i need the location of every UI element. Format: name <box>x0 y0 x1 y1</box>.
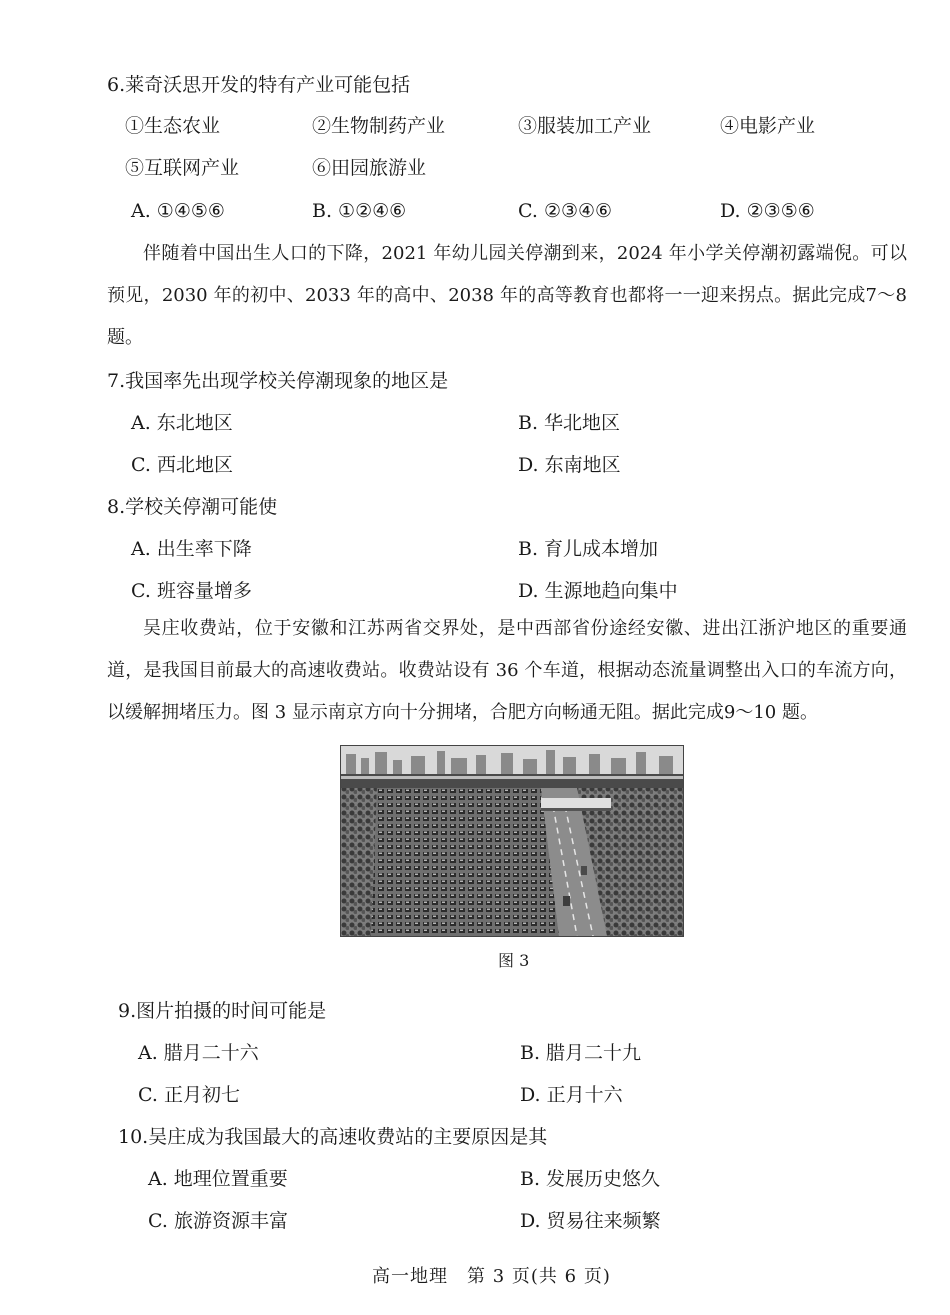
q7-stem: 7.我国率先出现学校关停潮现象的地区是 <box>107 370 449 392</box>
q6-option-b: B. ①②④⑥ <box>312 200 407 222</box>
toll-station-illustration <box>341 746 683 936</box>
q6-item-6: ⑥田园旅游业 <box>312 157 427 179</box>
page-footer: 高一地理 第 3 页(共 6 页) <box>372 1266 611 1287</box>
q10-option-b: B. 发展历史悠久 <box>520 1168 661 1190</box>
q8-option-c: C. 班容量增多 <box>131 580 252 602</box>
q6-item-5: ⑤互联网产业 <box>125 157 240 179</box>
q8-option-d: D. 生源地趋向集中 <box>518 580 678 602</box>
passage-1: 伴随着中国出生人口的下降，2021 年幼儿园关停潮到来，2024 年小学关停潮初露端倪。可以预见，2030 年的初中、2033 年的高中、2038 年的高等教育也都将一一迎来拐点。据此完成7～8 题。 <box>107 243 907 348</box>
q9-option-c: C. 正月初七 <box>138 1084 240 1106</box>
q7-option-b: B. 华北地区 <box>518 412 621 434</box>
q10-option-d: D. 贸易往来频繁 <box>520 1210 661 1232</box>
q8-option-a: A. 出生率下降 <box>131 538 252 560</box>
q6-item-4: ④电影产业 <box>720 115 816 137</box>
toll-station-photo <box>340 745 684 937</box>
q9-option-a: A. 腊月二十六 <box>138 1042 259 1064</box>
q7-option-a: A. 东北地区 <box>131 412 233 434</box>
q9-option-d: D. 正月十六 <box>520 1084 623 1106</box>
q6-item-2: ②生物制药产业 <box>312 115 446 137</box>
q7-option-d: D. 东南地区 <box>518 454 621 476</box>
q6-option-c: C. ②③④⑥ <box>518 200 613 222</box>
passage-2: 吴庄收费站，位于安徽和江苏两省交界处，是中西部省份途经安徽、进出江浙沪地区的重要通道，是我国目前最大的高速收费站。收费站设有 36 个车道，根据动态流量调整出入口的车流方向，以缓解拥堵压力。图 3 显示南京方向十分拥堵，合肥方向畅通无阻。据此完成9～10 题。 <box>107 618 907 723</box>
q10-stem: 10.吴庄成为我国最大的高速收费站的主要原因是其 <box>118 1126 548 1148</box>
q6-item-1: ①生态农业 <box>125 115 221 137</box>
q10-option-c: C. 旅游资源丰富 <box>148 1210 288 1232</box>
q6-option-a: A. ①④⑤⑥ <box>131 200 225 222</box>
q6-stem: 6.莱奇沃思开发的特有产业可能包括 <box>107 74 411 96</box>
q9-option-b: B. 腊月二十九 <box>520 1042 642 1064</box>
q8-stem: 8.学校关停潮可能使 <box>107 496 278 518</box>
q6-option-d: D. ②③⑤⑥ <box>720 200 815 222</box>
q9-stem: 9.图片拍摄的时间可能是 <box>118 1000 327 1022</box>
q7-option-c: C. 西北地区 <box>131 454 233 476</box>
q6-item-3: ③服装加工产业 <box>518 115 652 137</box>
figure-caption: 图 3 <box>498 951 530 970</box>
q10-option-a: A. 地理位置重要 <box>148 1168 288 1190</box>
q8-option-b: B. 育儿成本增加 <box>518 538 659 560</box>
